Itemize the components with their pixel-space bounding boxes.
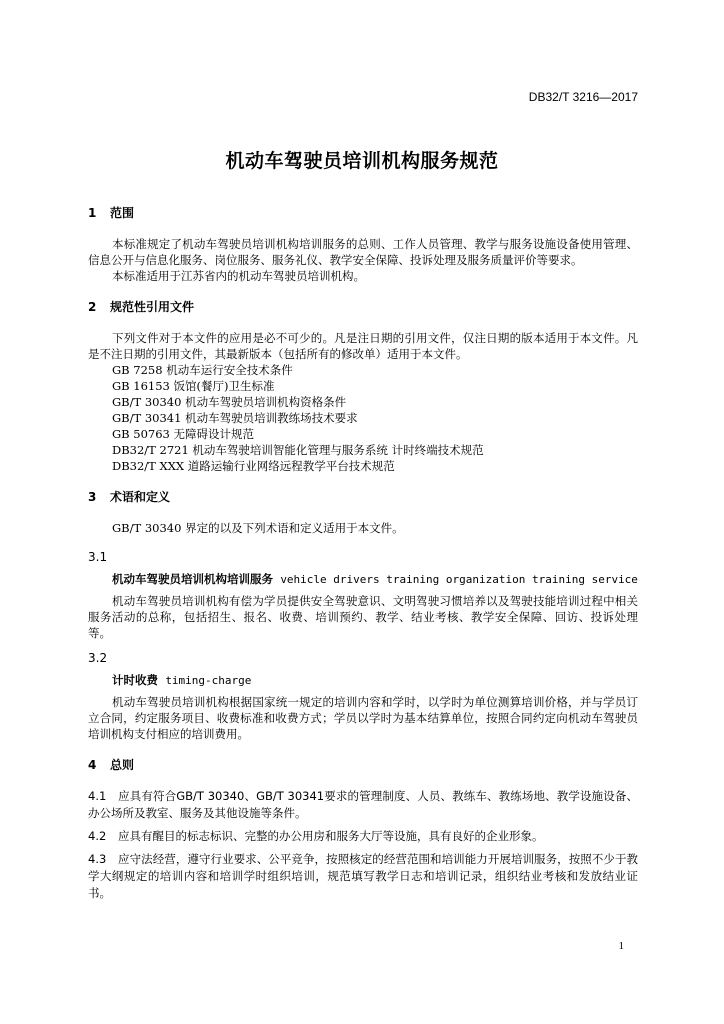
section-title: 总则 (110, 758, 135, 772)
section-number: 3 (88, 490, 97, 504)
term-3-2-number: 3.2 (88, 651, 108, 665)
section-4-heading (88, 756, 638, 774)
terms-intro: GB/T 30340 界定的以及下列术语和定义适用于本文件。 (112, 521, 404, 535)
clause-number: 4.3 (88, 852, 107, 866)
term-chinese: 机动车驾驶员培训机构培训服务 (112, 572, 273, 586)
section-3-heading (88, 488, 638, 506)
reference-item: GB/T 30340 机动车驾驶员培训机构资格条件 (112, 395, 347, 409)
document-title: 机动车驾驶员培训机构服务规范 (225, 150, 499, 172)
reference-item: GB 50763 无障碍设计规范 (112, 427, 255, 441)
section-title: 范围 (110, 206, 135, 220)
section-2-heading (88, 298, 638, 316)
clause-text: 应具有符合GB/T 30340、GB/T 30341要求的管理制度、人员、教练车、教练场地、教学设施设备、办公场所及教室、服务及其他设施等条件。 (88, 789, 638, 820)
section-1-heading (88, 204, 638, 222)
clause-text: 应具有醒目的标志标识、完整的办公用房和服务大厅等设施，具有良好的企业形象。 (118, 829, 544, 843)
references-intro: 下列文件对于本文件的应用是必不可少的。凡是注日期的引用文件，仅注日期的版本适用于本文件。凡是不注日期的引用文件，其最新版本（包括所有的修改单）适用于本文件。 (88, 331, 638, 361)
term-3-2-definition: 机动车驾驶员培训机构根据国家统一规定的培训内容和学时，以学时为单位测算培训价格，并与学员订立合同，约定服务项目、收费标准和收费方式；学员以学时为基本结算单位，按照合同约定向机动车驾驶员培训机构支付相应的培训费用。 (88, 695, 638, 741)
term-chinese: 计时收费 (112, 673, 158, 687)
term-english: timing-charge (165, 674, 252, 687)
section-number: 2 (88, 300, 97, 314)
term-3-1-definition: 机动车驾驶员培训机构有偿为学员提供安全驾驶意识、文明驾驶习惯培养以及驾驶技能培训过程中相关服务活动的总称，包括招生、报名、收费、培训预约、教学、结业考核、教学安全保障、回访、投诉处理等。 (88, 594, 638, 640)
term-3-1-number: 3.1 (88, 550, 108, 564)
section-title: 规范性引用文件 (110, 300, 195, 314)
term-english: vehicle drivers training organization training service (280, 573, 638, 586)
term-3-2-heading (88, 671, 638, 690)
clause-4-2 (88, 828, 638, 845)
reference-item: GB 16153 饭馆(餐厅)卫生标准 (112, 379, 275, 393)
scope-paragraph-2: 本标准适用于江苏省内的机动车驾驶员培训机构。 (112, 269, 365, 283)
reference-item: GB 7258 机动车运行安全技术条件 (112, 363, 293, 377)
clause-4-3 (88, 851, 638, 902)
term-3-1-heading (88, 570, 638, 589)
standard-code: DB32/T 3216—2017 (528, 90, 638, 104)
document-body (88, 204, 638, 902)
section-number: 4 (88, 758, 97, 772)
page-number: 1 (618, 940, 624, 952)
clause-number: 4.1 (88, 789, 107, 803)
clause-number: 4.2 (88, 829, 107, 843)
clause-text: 应守法经营，遵守行业要求、公平竞争，按照核定的经营范围和培训能力开展培训服务，按照不少于教学大纲规定的培训内容和培训学时组织培训，规范填写教学日志和培训记录，组织结业考核和发放结业证书。 (88, 852, 638, 900)
scope-paragraph-1: 本标准规定了机动车驾驶员培训机构培训服务的总则、工作人员管理、教学与服务设施设备使用管理、信息公开与信息化服务、岗位服务、服务礼仪、教学安全保障、投诉处理及服务质量评价等要求。 (88, 237, 638, 267)
section-number: 1 (88, 206, 97, 220)
reference-item: DB32/T 2721 机动车驾驶培训智能化管理与服务系统 计时终端技术规范 (112, 443, 484, 457)
reference-item: GB/T 30341 机动车驾驶员培训教练场技术要求 (112, 411, 358, 425)
clause-4-1 (88, 788, 638, 822)
reference-item: DB32/T XXX 道路运输行业网络远程教学平台技术规范 (112, 459, 395, 473)
section-title: 术语和定义 (110, 490, 171, 504)
